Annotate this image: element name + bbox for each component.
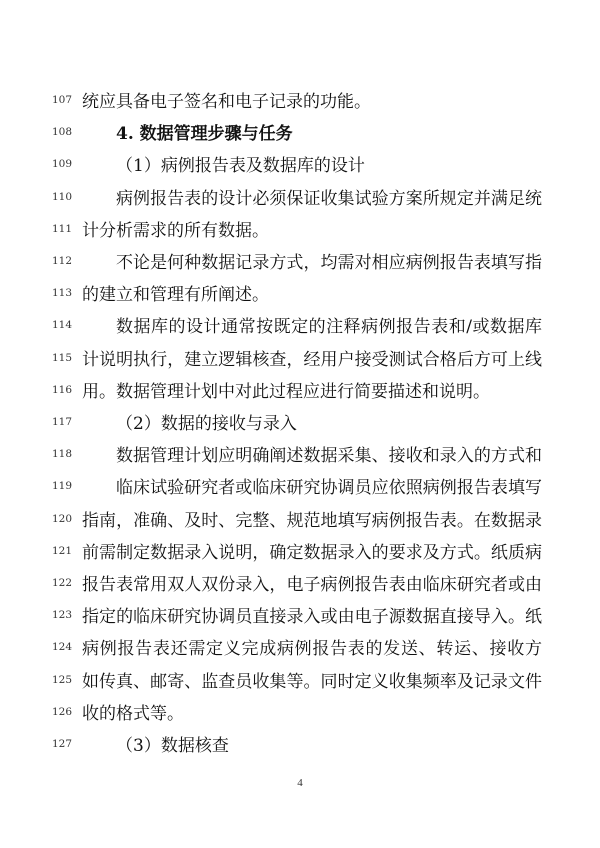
line-text: 病例报告表还需定义完成病例报告表的发送、转运、接收方 [82, 639, 542, 660]
line-text: 临床试验研究者或临床研究协调员应依照病例报告表填写 [116, 478, 542, 499]
line-text: 病例报告表的设计必须保证收集试验方案所规定并满足统 [116, 188, 542, 209]
line-number: 109 [52, 158, 73, 171]
text-line [0, 570, 600, 600]
text-line [0, 280, 600, 310]
line-text: （1）病例报告表及数据库的设计 [116, 156, 365, 177]
line-text: 数据管理计划应明确阐述数据采集、接收和录入的方式和 [116, 446, 542, 467]
line-number: 115 [52, 351, 73, 364]
text-line [0, 87, 600, 117]
text-line [0, 119, 600, 149]
text-line [0, 667, 600, 697]
line-number: 117 [52, 416, 73, 428]
line-number: 121 [52, 544, 73, 557]
line-text: 不论是何种数据记录方式，均需对相应病例报告表填写指 [116, 253, 542, 273]
text-line [0, 538, 600, 568]
line-text: 如传真、邮寄、监查员收集等。同时定义收集频率及记录文件 [82, 671, 542, 692]
line-text: 指南，准确、及时、完整、规范地填写病例报告表。在数据录 [82, 510, 542, 531]
line-number: 118 [52, 448, 73, 461]
line-text: 统应具备电子签名和电子记录的功能。 [82, 92, 371, 112]
text-line [0, 248, 600, 278]
text-line [0, 731, 600, 761]
text-line [0, 699, 600, 729]
line-number: 110 [52, 190, 73, 203]
text-line [0, 151, 600, 181]
text-line [0, 216, 600, 246]
line-number: 123 [52, 609, 73, 622]
line-text: （2）数据的接收与录入 [116, 414, 297, 434]
line-text: 收的格式等。 [82, 703, 184, 724]
line-text: （3）数据核查 [116, 736, 229, 756]
line-text: 用。数据管理计划中对此过程应进行简要描述和说明。 [82, 381, 490, 402]
line-number: 116 [52, 383, 73, 396]
line-text: 指定的临床研究协调员直接录入或由电子源数据直接导入。纸 [82, 607, 542, 628]
text-line [0, 345, 600, 375]
line-text: 计分析需求的所有数据。 [82, 220, 269, 241]
section-heading: 4. 数据管理步骤与任务 [116, 124, 293, 145]
text-line [0, 602, 600, 632]
line-number: 124 [52, 641, 73, 654]
line-number: 112 [52, 255, 73, 267]
line-text: 计说明执行，建立逻辑核查，经用户接受测试合格后方可上线 [82, 349, 542, 370]
line-number: 126 [52, 705, 73, 718]
line-text: 报告表常用双人双份录入，电子病例报告表由临床研究者或由 [82, 575, 542, 595]
line-number: 108 [52, 126, 73, 139]
line-text: 数据库的设计通常按既定的注释病例报告表和/或数据库 [116, 317, 542, 338]
line-number: 119 [52, 480, 73, 493]
line-number: 120 [52, 512, 73, 525]
line-number: 107 [52, 94, 73, 106]
line-number: 113 [52, 287, 73, 300]
text-line [0, 377, 600, 407]
text-line [0, 634, 600, 664]
text-line [0, 441, 600, 471]
text-line [0, 312, 600, 342]
text-line [0, 473, 600, 503]
page-number: 4 [297, 777, 303, 789]
line-text: 的建立和管理有所阐述。 [82, 285, 269, 306]
line-number: 122 [52, 577, 73, 589]
line-text: 前需制定数据录入说明，确定数据录入的要求及方式。纸质病 [82, 542, 542, 563]
text-line [0, 184, 600, 214]
line-number: 127 [52, 738, 73, 750]
line-number: 111 [52, 222, 73, 235]
text-line [0, 506, 600, 536]
text-line [0, 409, 600, 439]
line-number: 114 [52, 319, 73, 332]
line-number: 125 [52, 673, 73, 686]
